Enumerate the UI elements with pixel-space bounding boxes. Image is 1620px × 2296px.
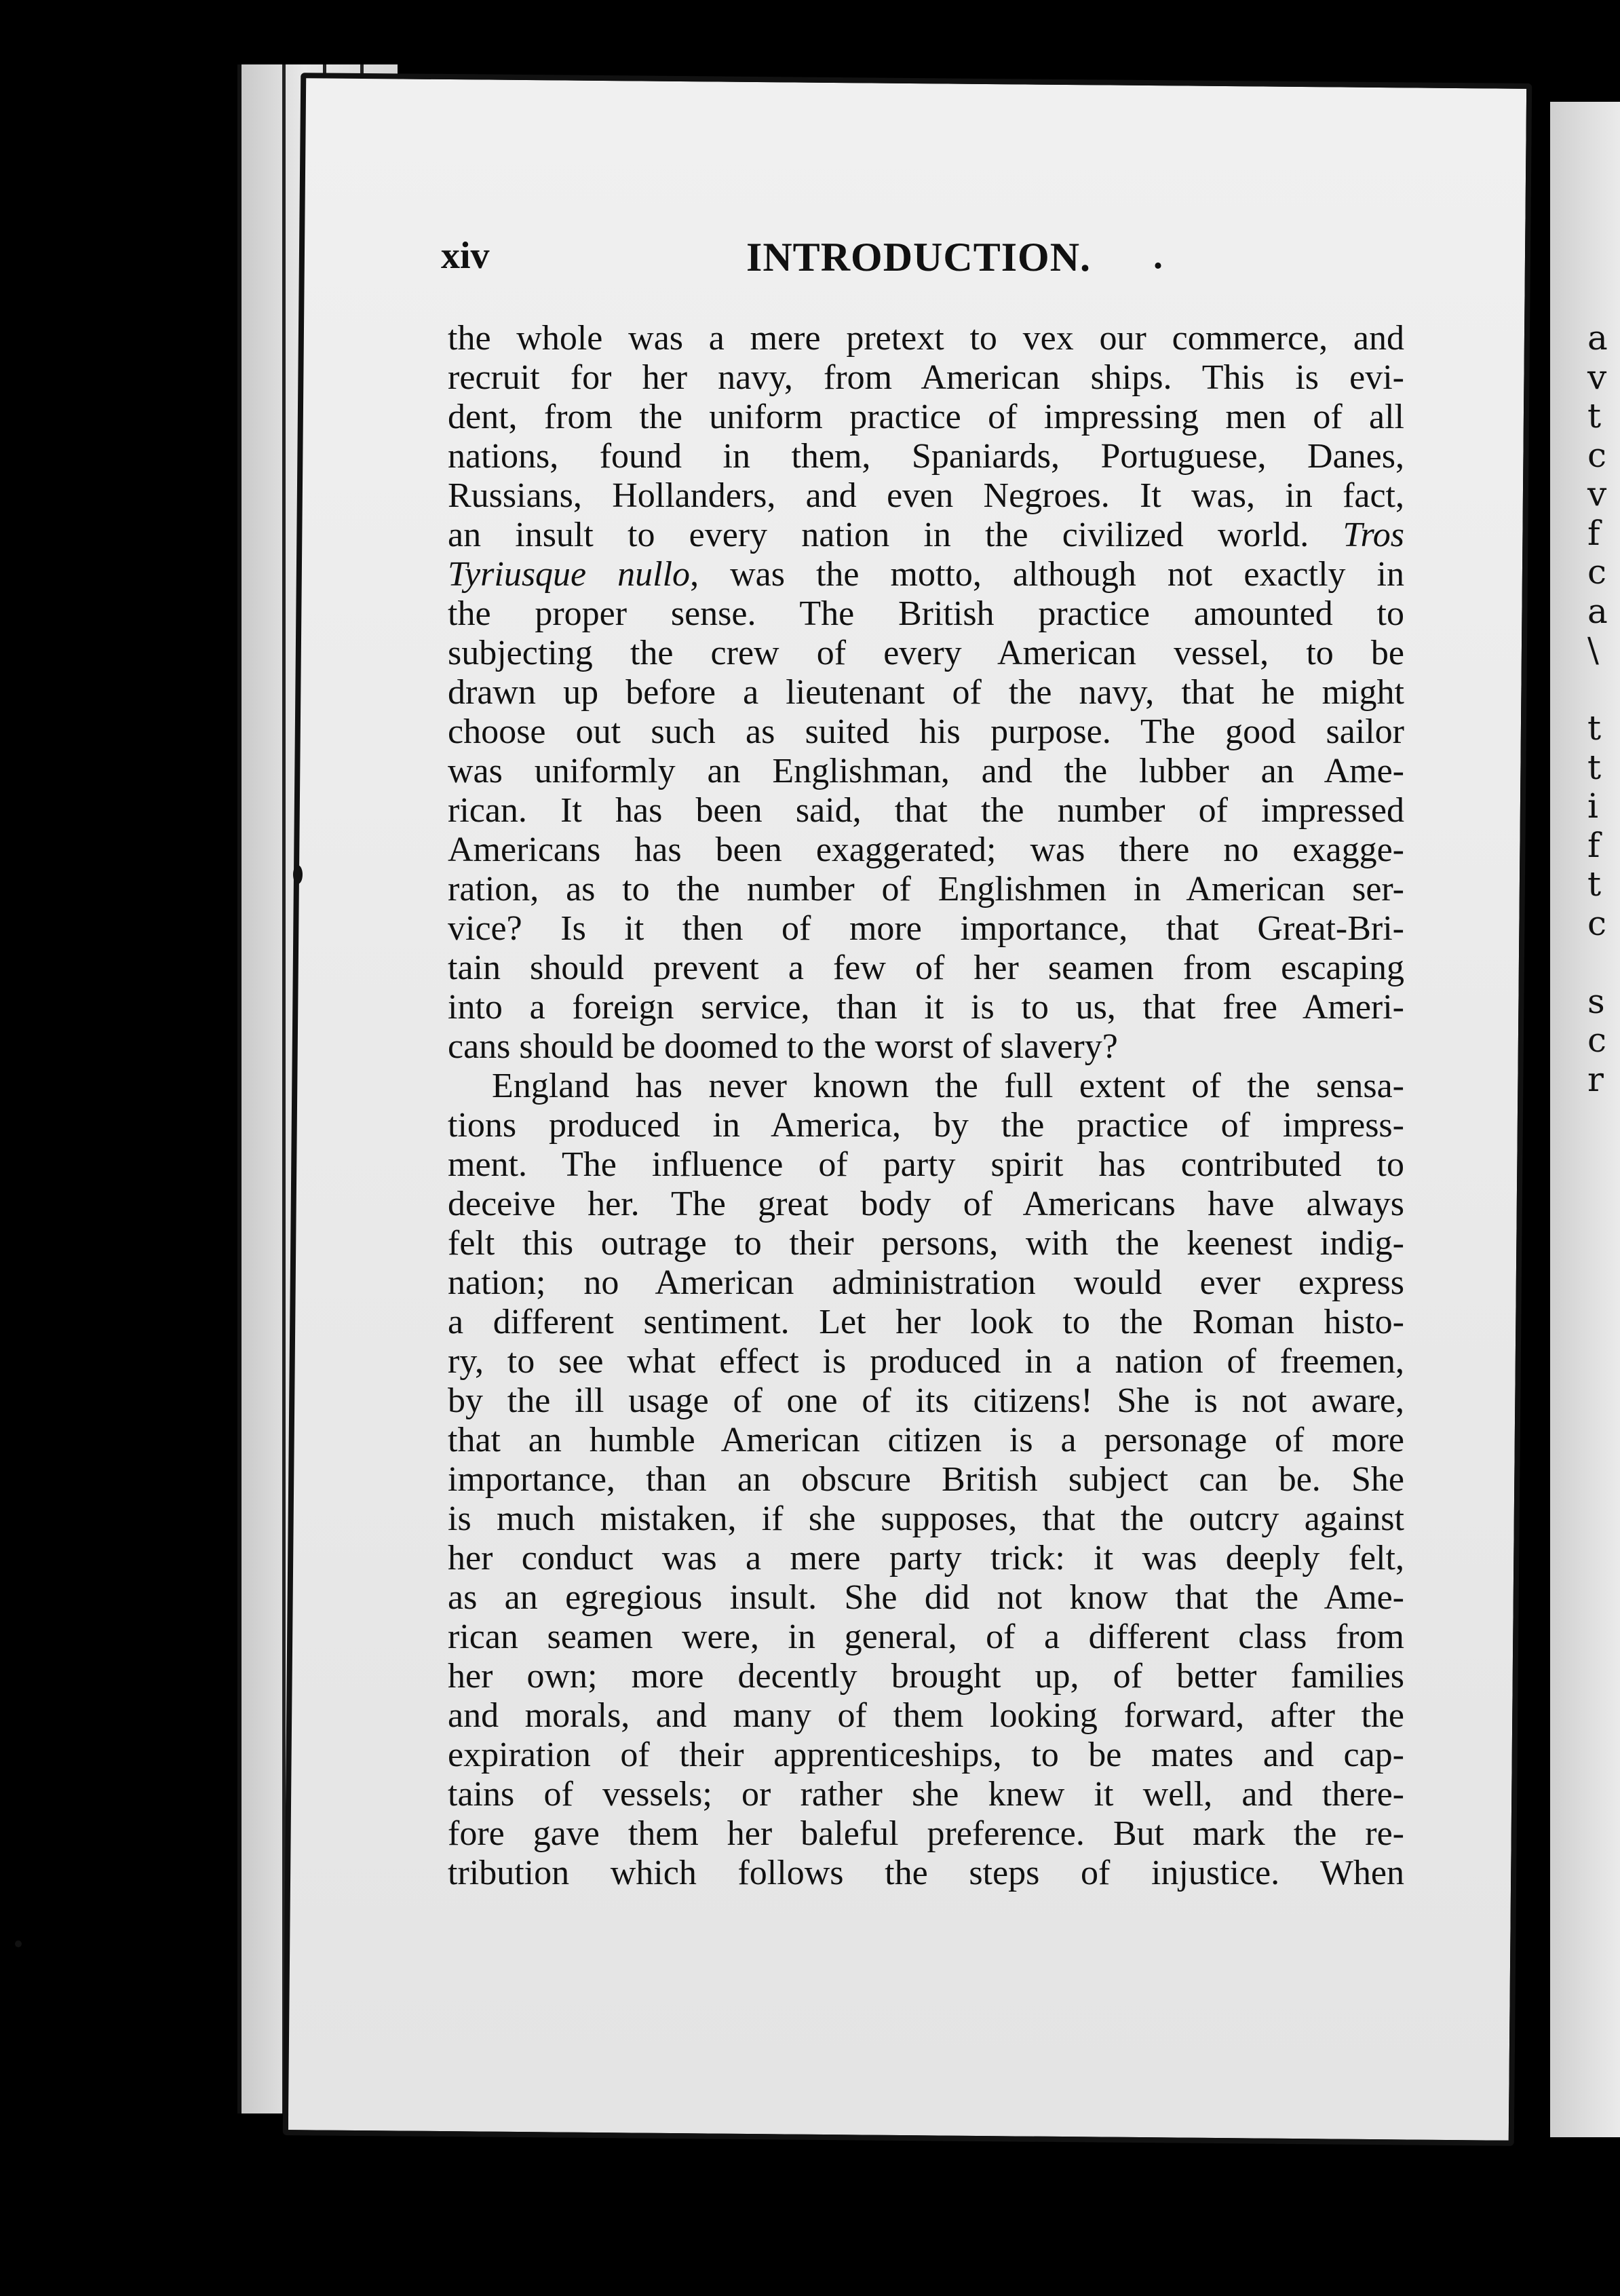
text-line: England has never known the full extent of the sensa- [492, 1067, 1404, 1105]
text-line: is much mistaken, if she supposes, that the outcry against [448, 1499, 1404, 1538]
text-line: Americans has been exaggerated; was there no exagge- [448, 830, 1404, 869]
text-line: that an humble American citizen is a personage of more [448, 1421, 1404, 1459]
text-line: ration, as to the number of Englishmen in American ser- [448, 870, 1404, 908]
ink-speck [15, 1940, 22, 1947]
text-line: tain should prevent a few of her seamen from escaping [448, 949, 1404, 987]
body-text [448, 319, 1404, 1893]
text-line: vice? Is it then of more importance, that Great-Bri- [448, 909, 1404, 948]
text-line: tains of vessels; or rather she knew it well, and there- [448, 1775, 1404, 1814]
page-number: xiv [441, 235, 490, 277]
text-line: as an egregious insult. She did not know that the Ame- [448, 1578, 1404, 1617]
text-line: choose out such as suited his purpose. The good sailor [448, 712, 1404, 751]
text-line: the proper sense. The British practice amounted to [448, 594, 1404, 633]
text-line: Tyriusque nullo, was the motto, although not exactly in [448, 555, 1404, 594]
text-line: tions produced in America, by the practice of impress- [448, 1106, 1404, 1145]
running-head [441, 234, 1404, 288]
text-line: subjecting the crew of every American vessel, to be [448, 634, 1404, 672]
text-line: recruit for her navy, from American ships. This is evi- [448, 358, 1404, 397]
text-line: nation; no American administration would ever express [448, 1263, 1404, 1302]
text-line: by the ill usage of one of its citizens! She is not aware, [448, 1381, 1404, 1420]
running-title: INTRODUCTION. [746, 235, 1092, 280]
text-line: her own; more decently brought up, of better families [448, 1657, 1404, 1696]
text-line: the whole was a mere pretext to vex our commerce, and [448, 319, 1404, 358]
text-line: dent, from the uniform practice of impressing men of all [448, 398, 1404, 436]
text-line: tribution which follows the steps of injustice. When [448, 1854, 1404, 1892]
text-line: felt this outrage to their persons, with the keenest indig- [448, 1224, 1404, 1263]
text-line: rican. It has been said, that the number of impressed [448, 791, 1404, 830]
text-line: a different sentiment. Let her look to the Roman histo- [448, 1303, 1404, 1341]
text-line: ment. The influence of party spirit has contributed to [448, 1145, 1404, 1184]
neighbour-page-fragment: a v t c v f c a \ t t i f t c s c r [1587, 318, 1608, 1099]
text-line: deceive her. The great body of Americans have always [448, 1185, 1404, 1223]
text-line: ry, to see what effect is produced in a nation of freemen, [448, 1342, 1404, 1381]
text-line: Russians, Hollanders, and even Negroes. It was, in fact, [448, 476, 1404, 515]
text-line: into a foreign service, than it is to us, that free Ameri- [448, 988, 1404, 1027]
text-line: fore gave them her baleful preference. But mark the re- [448, 1814, 1404, 1853]
text-line: was uniformly an Englishman, and the lubber an Ame- [448, 752, 1404, 790]
text-line: her conduct was a mere party trick: it was deeply felt, [448, 1539, 1404, 1577]
text-line: cans should be doomed to the worst of slavery? [448, 1027, 1118, 1066]
text-line: and morals, and many of them looking forward, after the [448, 1696, 1404, 1735]
ink-speck [293, 865, 303, 884]
text-line: nations, found in them, Spaniards, Portuguese, Danes, [448, 437, 1404, 476]
text-line: rican seamen were, in general, of a different class from [448, 1618, 1404, 1656]
text-line: expiration of their apprenticeships, to be mates and cap- [448, 1736, 1404, 1774]
text-line: drawn up before a lieutenant of the navy, that he might [448, 673, 1404, 712]
text-line: an insult to every nation in the civilized world. Tros [448, 516, 1404, 554]
head-mark: . [1153, 235, 1163, 277]
text-line: importance, than an obscure British subject can be. She [448, 1460, 1404, 1499]
